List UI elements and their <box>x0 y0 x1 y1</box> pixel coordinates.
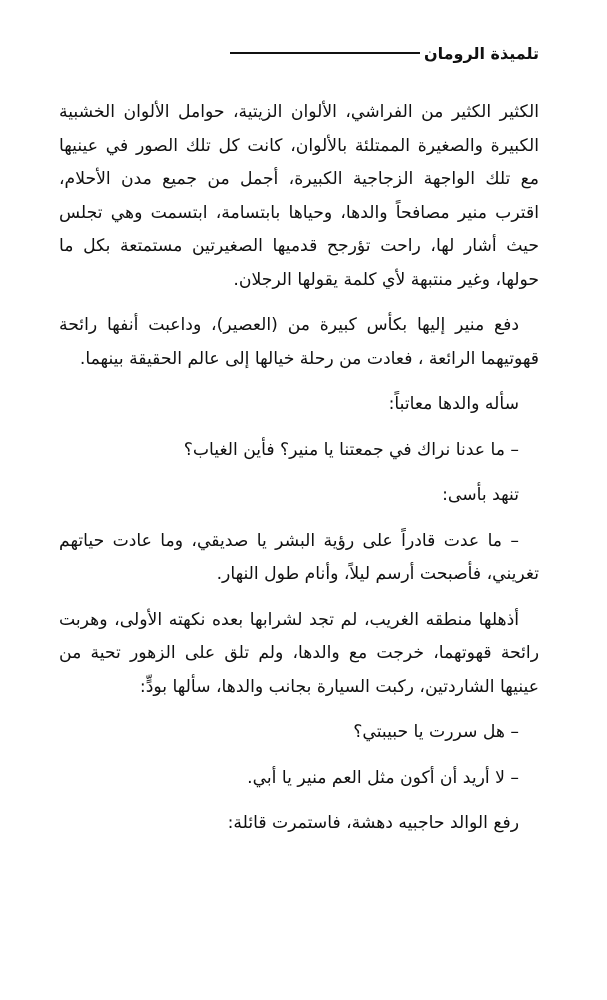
paragraph: رفع الوالد حاجبيه دهشة، فاستمرت قائلة: <box>227 813 519 833</box>
book-title: تلميذة الرومان <box>423 43 539 63</box>
running-header <box>119 38 539 68</box>
dialogue-line: – هل سررت يا حبيبتي؟ <box>353 722 519 742</box>
paragraph: دفع منير إليها بكأس كبيرة من (العصير)، وداعبت أنفها رائحة قهوتيهما الرائعة ، فعادت من رحلة خيالها إلى عالم الحقيقة بينهما. <box>59 315 539 369</box>
dialogue-line: – ما عدنا نراك في جمعتنا يا منير؟ فأين الغياب؟ <box>183 439 519 460</box>
dialogue-line: – لا أريد أن أكون مثل العم منير يا أبي. <box>247 767 519 788</box>
dialogue-line: – ما عدت قادراً على رؤية البشر يا صديقي، وما عادت حياتهم تغريني، فأصبحت أرسم ليلاً، وأنام طول النهار. <box>59 530 539 584</box>
paragraph: تنهد بأسى: <box>442 485 519 505</box>
paragraph: سأله والدها معاتباً: <box>388 394 519 414</box>
paragraph: أذهلها منطقه الغريب، لم تجد لشرابها بعده نكهته الأولى، وهربت رائحة قهوتهما، خرجت مع والدها، ولم تلق على الزهور تحية من عينيها الشاردتين، ركبت السيارة بجانب والدها، سألها بودٍّ: <box>59 609 539 697</box>
paragraph: الكثير الكثير من الفراشي، الألوان الزيتية، حوامل الألوان الخشبية الكبيرة والصغيرة الممتلئة بالألوان، كانت كل تلك الصور في عينيها مع تلك الواجهة الزجاجية الكبيرة، أجمل من جميع مدن الأحلام، اقترب منير مصافحاً والدها، وحياها بابتسامة، ابتسمت وهي تجلس حيث أشار لها، راحت تؤرجح قدميها الصغيرتين مستمتعة بكل ما حولها، وغير منتبهة لأي كلمة يقولها الرجلان. <box>59 102 539 290</box>
header-rule <box>230 52 420 54</box>
page-body <box>59 96 539 853</box>
